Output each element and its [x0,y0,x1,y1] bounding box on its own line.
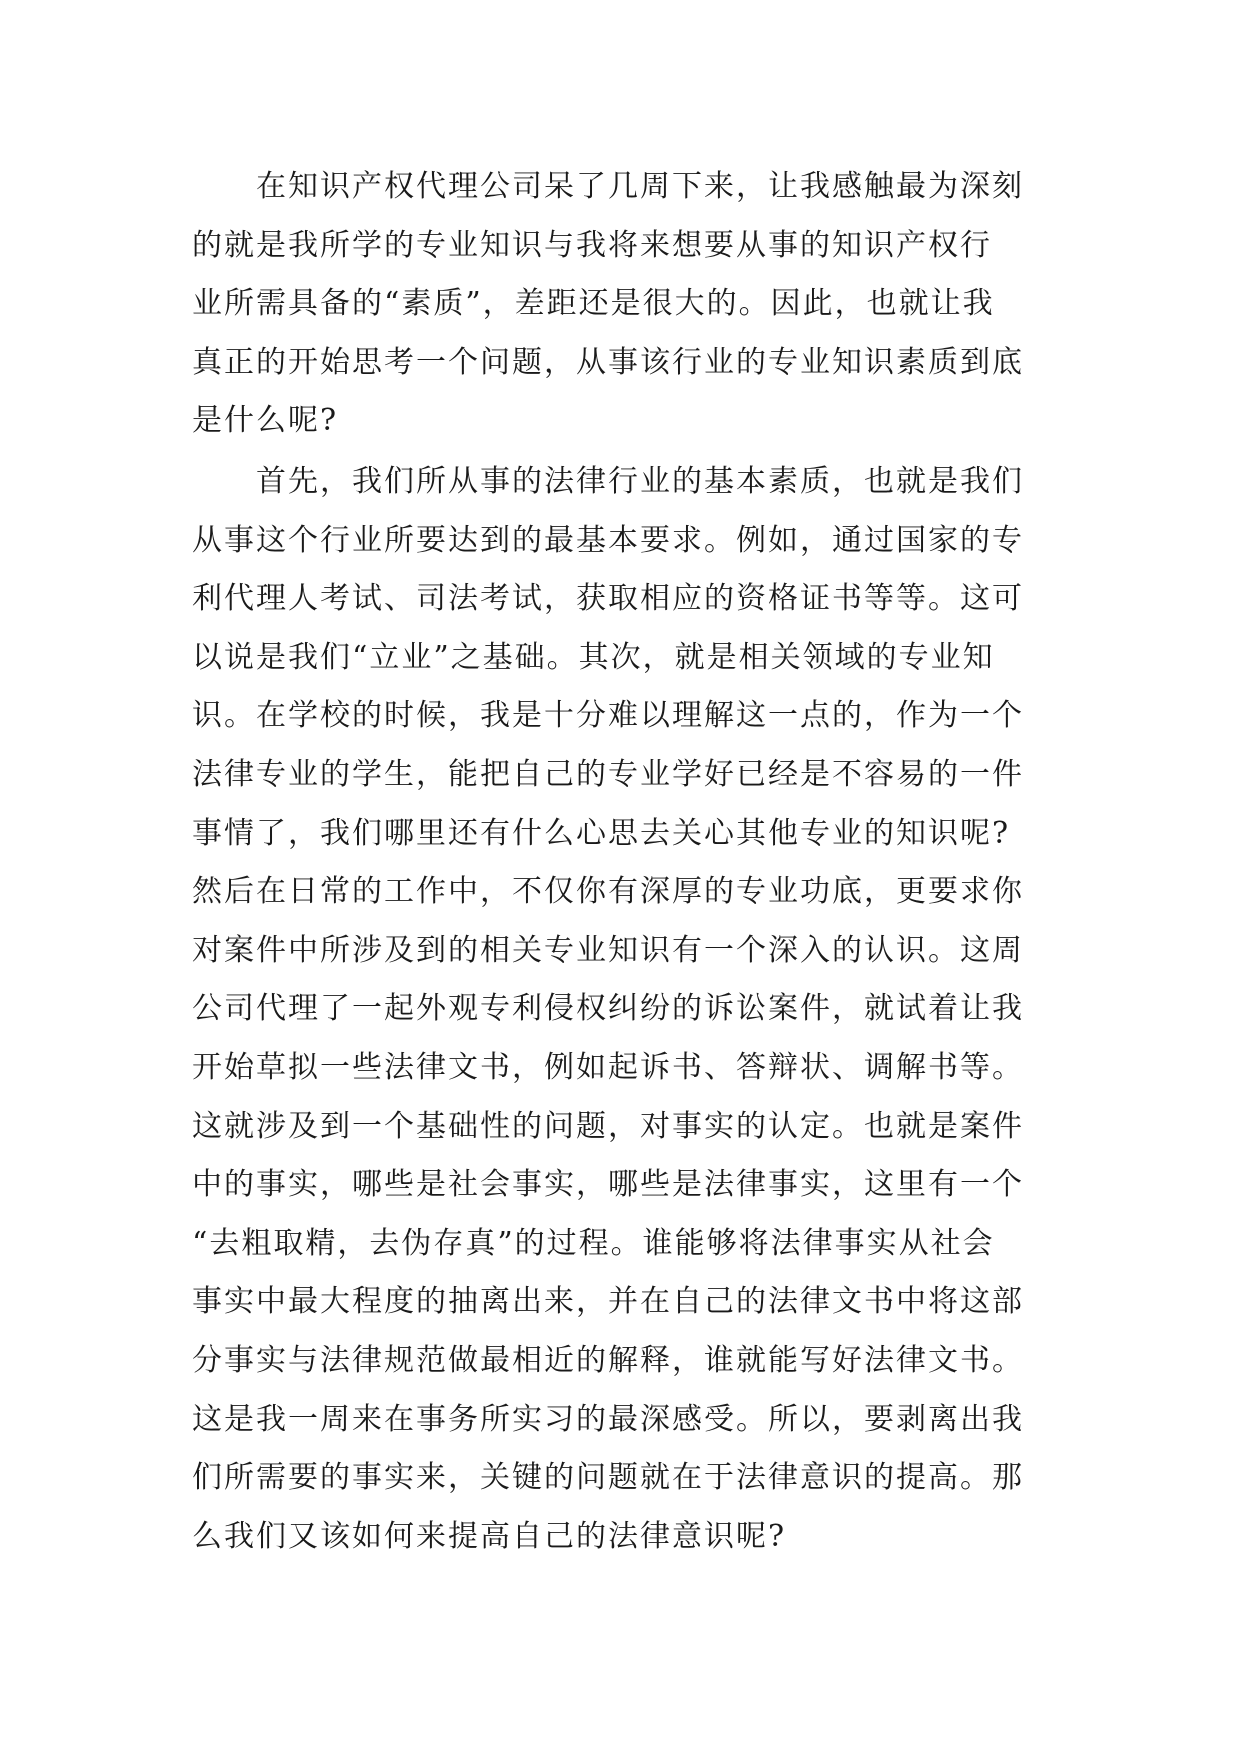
text-line: 开始草拟一些法律文书，例如起诉书、答辩状、调解书等。 [192,1049,1024,1085]
text-line: 们所需要的事实来，关键的问题就在于法律意识的提高。那 [192,1460,1024,1496]
text-line: 是什么呢? [192,403,339,439]
text-line: 么我们又该如何来提高自己的法律意识呢? [192,1518,787,1554]
text-line: 分事实与法律规范做最相近的解释，谁就能写好法律文书。 [192,1342,1024,1378]
text-line: 真正的开始思考一个问题，从事该行业的专业知识素质到底 [192,344,1024,380]
text-line: 公司代理了一起外观专利侵权纠纷的诉讼案件，就试着让我 [192,991,1024,1027]
paragraph-1 [192,158,1072,451]
text-line: 的就是我所学的专业知识与我将来想要从事的知识产权行 [192,227,992,263]
text-line: 这就涉及到一个基础性的问题，对事实的认定。也就是案件 [192,1108,1024,1144]
text-line: 事情了，我们哪里还有什么心思去关心其他专业的知识呢? [192,815,1011,851]
text-line: 在知识产权代理公司呆了几周下来，让我感触最为深刻 [192,169,1024,204]
text-line: 利代理人考试、司法考试，获取相应的资格证书等等。这可 [192,581,1024,617]
text-line: 以说是我们“立业”之基础。其次，就是相关领域的专业知 [192,639,995,675]
text-line: 事实中最大程度的抽离出来，并在自己的法律文书中将这部 [192,1284,1024,1320]
text-line: 业所需具备的“素质”，差距还是很大的。因此，也就让我 [192,286,995,322]
text-line: 然后在日常的工作中，不仅你有深厚的专业功底，更要求你 [192,874,1024,910]
text-line: 识。在学校的时候，我是十分难以理解这一点的，作为一个 [192,698,1024,734]
text-line: 这是我一周来在事务所实习的最深感受。所以，要剥离出我 [192,1401,1024,1437]
text-line: 从事这个行业所要达到的最基本要求。例如，通过国家的专 [192,522,1024,558]
paragraph-2 [192,453,1072,1566]
text-line: 法律专业的学生，能把自己的专业学好已经是不容易的一件 [192,756,1024,792]
text-line: 对案件中所涉及到的相关专业知识有一个深入的认识。这周 [192,932,1024,968]
text-line: 首先，我们所从事的法律行业的基本素质，也就是我们 [192,464,1024,499]
text-line: “去粗取精，去伪存真”的过程。谁能够将法律事实从社会 [192,1225,995,1261]
text-line: 中的事实，哪些是社会事实，哪些是法律事实，这里有一个 [192,1167,1024,1203]
